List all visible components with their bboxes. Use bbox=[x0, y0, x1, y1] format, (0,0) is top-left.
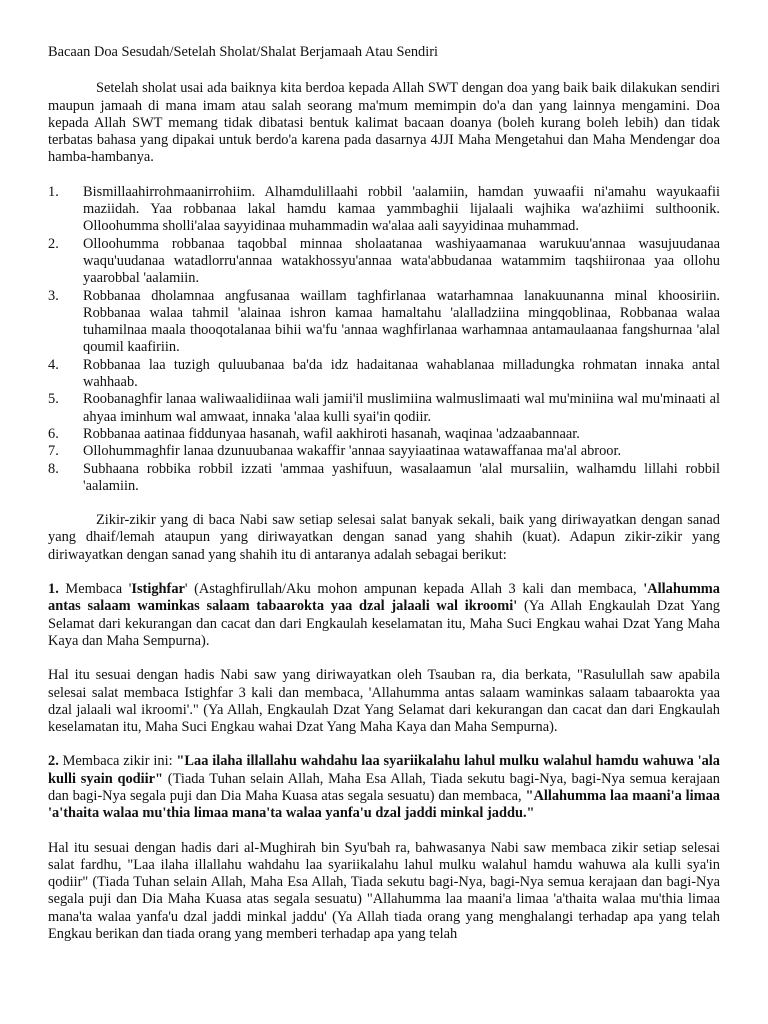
list-item-text: Robbanaa dholamnaa angfusanaa waillam taghfirlanaa watarhamnaa lanakuunanna minal khoosiriin. Robbanaa walaa tahmil 'alainaa ishron kamaa hamaltahu 'alalladziina mingqoblinaa, Robbanaa walaa tuhamilnaa maala thooqotalanaa bihii wa'fu 'annaa waghfirlanaa warhamnaa antamaulaanaa fangshurnaa 'alal qoumil kaafiriin. bbox=[83, 287, 720, 356]
list-item-text: Roobanaghfir lanaa waliwaalidiinaa wali jamii'il muslimiina walmuslimaati wal mu'miniina wal mu'minaati al ahyaa iminhum wal amwaat, innaka 'alaa kulli syai'in qodiir. bbox=[83, 391, 720, 425]
section-1-dua: 'Allahumma antas salaam waminkas salaam tabaarokta yaa dzal jalaali wal ikroomi' bbox=[48, 581, 720, 615]
list-item-text: Robbanaa laa tuzigh quluubanaa ba'da idz hadaitanaa wahablanaa milladungka rohmatan innaka antal wahhaab. bbox=[83, 356, 720, 391]
hadith-1-paragraph: Hal itu sesuai dengan hadis Nabi saw yang diriwayatkan oleh Tsauban ra, dia berkata, "Rasulullah saw apabila selesai salat membaca Istighfar 3 kali dan membaca, 'Allahumma antas salaam waminkas salaam tabaarokta yaa dzal jalaali wal ikroomi'." (Ya Allah, Engkaulah Dzat Yang Selamat dari kekurangan dan cacat dan dari Engkaulah keselamatan itu, Maha Suci Engkau wahai Dzat Yang Maha Kaya dan Maha Sempurna). bbox=[48, 667, 720, 736]
list-item-number: 1. bbox=[48, 183, 59, 200]
doa-list bbox=[48, 184, 720, 495]
list-item-text: Subhaana robbika robbil izzati 'ammaa yashifuun, wasalaamun 'alal mursaliin, walhamdu lillahi robbil 'aalamiin. bbox=[83, 460, 720, 494]
section-2-number: 2. bbox=[48, 753, 59, 770]
list-item-text: Robbanaa aatinaa fiddunyaa hasanah, wafil aakhiroti hasanah, waqinaa 'adzaabannaar. bbox=[83, 425, 580, 442]
document-title: Bacaan Doa Sesudah/Setelah Sholat/Shalat Berjamaah Atau Sendiri bbox=[48, 44, 439, 60]
hadith-2-paragraph: Hal itu sesuai dengan hadis dari al-Mughirah bin Syu'bah ra, bahwasanya Nabi saw membaca zikir setiap selesai salat fardhu, "Laa ilaha illallahu wahdahu laa syariikalahu lahul mulku walahul hamdu wahuwa ala kulli sya'in qodiir" (Tiada Tuhan selain Allah, Maha Esa Allah, Tiada sekutu bagi-Nya, bagi-Nya semua kerajaan dan bagi-Nya segala puji dan Dia Maha Kuasa atas segala sesuatu) "Allahumma laa maani'a limaa 'a'thaita walaa mu'thia limaa mana'ta walaa yanfa'u dzal jaddi minkal jaddu' (Ya Allah tiada orang yang menghalangi terhadap apa yang telah Engkau berikan dan tiada orang yang memberi terhadap apa yang telah bbox=[48, 839, 720, 943]
list-item-number: 8. bbox=[48, 460, 59, 477]
list-item-number: 4. bbox=[48, 356, 59, 373]
list-item-number: 3. bbox=[48, 287, 59, 304]
document-page bbox=[48, 44, 720, 943]
list-item bbox=[48, 391, 720, 426]
list-item bbox=[48, 357, 720, 392]
section-1-number: 1. bbox=[48, 581, 59, 598]
list-item-text: Olloohumma robbanaa taqobbal minnaa sholaatanaa washiyaamanaa warukuu'annaa wasujuudanaa waqu'uudanaa watadlorru'annaa watakhossyu'annaa wata'abbudanaa watammim taqshiironaa yaa ollohu yaarobbal 'aalamiin. bbox=[83, 235, 720, 287]
section-2-paragraph bbox=[48, 753, 720, 822]
zikir-intro-paragraph: Zikir-zikir yang di baca Nabi saw setiap selesai salat banyak sekali, baik yang diriwayatkan dengan sanad yang dhaif/lemah ataupun yang diriwayatkan dengan sanad yang shahih (kuat). Adapun zikir-zikir yang diriwayatkan dengan sanad yang shahih itu di antaranya adalah sebagai berikut: bbox=[48, 512, 720, 563]
section-1-istighfar: Istighfar bbox=[131, 581, 185, 598]
section-2-text-a: Membaca zikir ini: bbox=[58, 753, 177, 770]
list-item bbox=[48, 236, 720, 288]
list-item-number: 6. bbox=[48, 425, 59, 442]
list-item-text: Bismillaahirrohmaanirrohiim. Alhamdulillaahi robbil 'aalamiin, hamdan yuwaafii ni'amahu wayukaafii maziidah. Yaa robbanaa lakal hamdu kamaa yammbaghii lijalaali wajhika wa'azhiimi sulthoonik. Olloohumma sholli'alaa sayyidinaa muhammadin wa'alaa aali sayyidinaa muhammad. bbox=[83, 183, 720, 235]
list-item bbox=[48, 184, 720, 236]
section-2-text-b: (Tiada Tuhan selain Allah, Maha Esa Allah, Tiada sekutu bagi-Nya, bagi-Nya semua kerajaan dan bagi-Nya segala puji dan Dia Maha Kuasa atas segala sesuatu) dan membaca, bbox=[48, 770, 721, 804]
section-1-text-c: (Ya Allah Engkaulah Dzat Yang Selamat dari kekurangan dan cacat dan dari Engkaulah keselamatan itu, Maha Suci Engkau wahai Dzat Yang Maha Kaya dan Maha Sempurna). bbox=[48, 598, 720, 649]
list-item-text: Ollohummaghfir lanaa dzunuubanaa wakaffir 'annaa sayyiaatinaa watawaffanaa ma'al abroor. bbox=[83, 443, 622, 460]
section-1-paragraph bbox=[48, 581, 720, 650]
section-2-dua: "Allahumma laa maani'a limaa 'a'thaita walaa mu'thia limaa mana'ta walaa yanfa'u dzal jaddi minkal jaddu." bbox=[48, 787, 720, 822]
section-2-zikir: "Laa ilaha illallahu wahdahu laa syariikalahu lahul mulku walahul hamdu wahuwa 'ala kulli syain qodiir" bbox=[48, 753, 720, 787]
list-item bbox=[48, 461, 720, 496]
intro-paragraph: Setelah sholat usai ada baiknya kita berdoa kepada Allah SWT dengan doa yang baik baik dilakukan sendiri maupun jamaah di mana imam atau salah seorang ma'mum memimpin do'a dan yang lainnya mengamini. Doa kepada Allah SWT memang tidak dibatasi bentuk kalimat bacaan doanya (boleh kurang boleh lebih) dan tidak terbatas bahasa yang dipakai untuk berdo'a karena pada dasarnya 4JJI Maha Mengetahui dan Maha Mendengar doa hamba-hambanya. bbox=[48, 80, 720, 166]
list-item bbox=[48, 288, 720, 357]
section-1-text-b: ' (Astaghfirullah/Aku mohon ampunan kepada Allah 3 kali dan membaca, bbox=[184, 581, 644, 598]
list-item-number: 2. bbox=[48, 235, 59, 252]
list-item-number: 7. bbox=[48, 443, 59, 460]
list-item bbox=[48, 426, 720, 443]
list-item bbox=[48, 443, 720, 460]
section-1-text-a: Membaca ' bbox=[58, 581, 132, 598]
list-item-number: 5. bbox=[48, 391, 59, 408]
